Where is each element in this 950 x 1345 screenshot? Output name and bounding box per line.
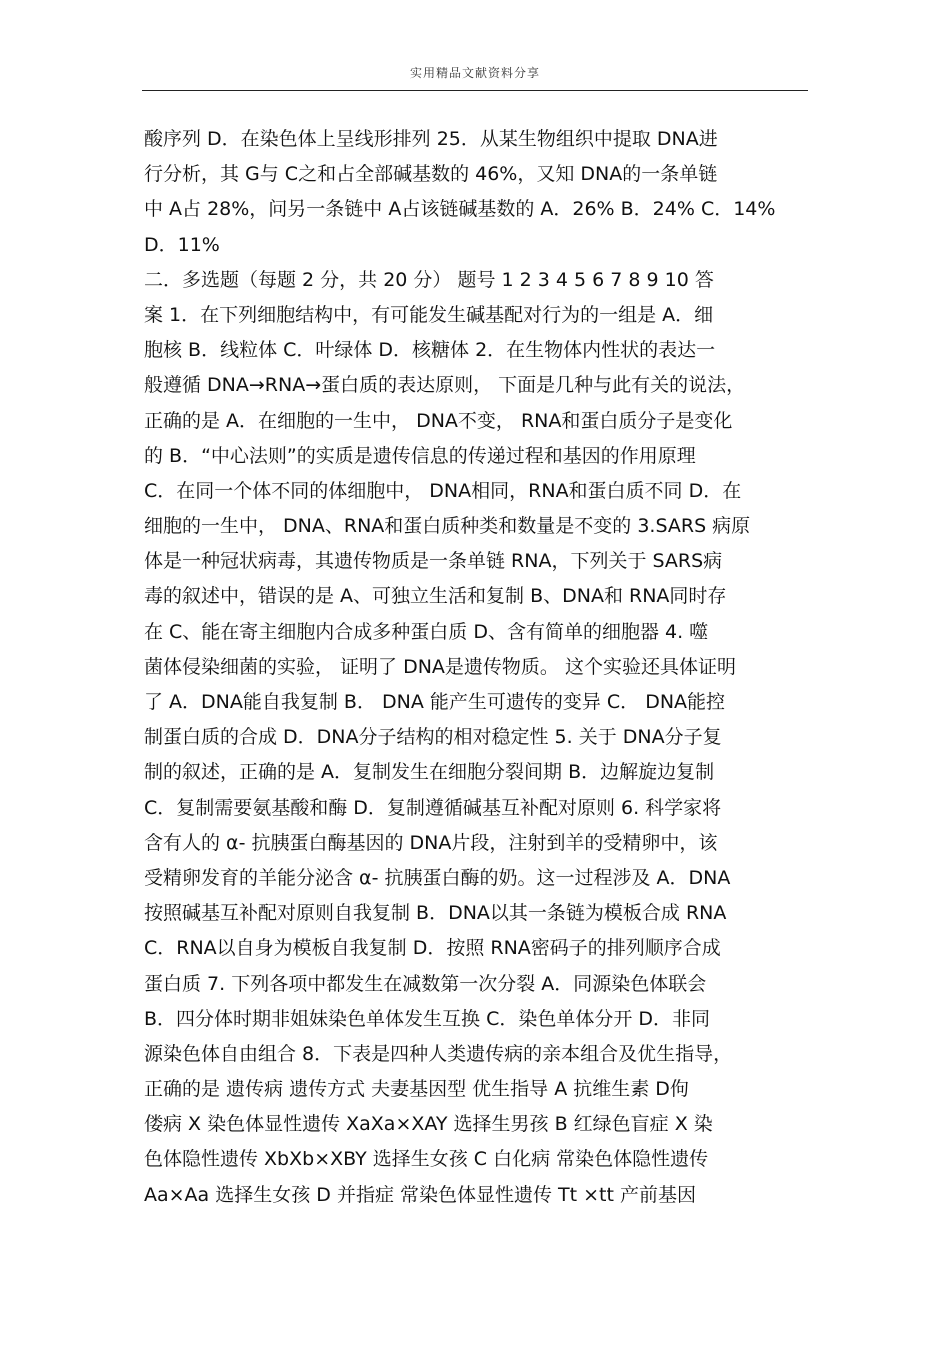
page-header: 实用精品文献资料分享	[409, 66, 540, 80]
text-line: 的 B．“中心法则”的实质是遗传信息的传递过程和基因的作用原理	[144, 444, 696, 467]
header-divider	[142, 90, 808, 91]
text-line: 按照碱基互补配对原则自我复制 B．DNA以其一条链为模板合成 RNA	[144, 902, 727, 925]
document-body	[144, 122, 814, 1213]
text-line: B．四分体时期非姐妹染色单体发生互换 C．染色单体分开 D．非同	[144, 1007, 711, 1030]
text-line: 中 A占 28%，问另一条链中 A占该链碱基数的 A．26% B．24% C．14%	[144, 198, 776, 221]
text-line: C．RNA以自身为模板自我复制 D．按照 RNA密码子的排列顺序合成	[144, 937, 721, 960]
text-line: 正确的是 A．在细胞的一生中， DNA不变， RNA和蛋白质分子是变化	[144, 409, 733, 432]
text-line: 细胞的一生中， DNA、RNA和蛋白质种类和数量是不变的 3.SARS 病原	[144, 515, 751, 538]
text-line: C．复制需要氨基酸和酶 D．复制遵循碱基互补配对原则 6. 科学家将	[144, 796, 722, 819]
text-line: 体是一种冠状病毒，其遗传物质是一条单链 RNA，下列关于 SARS病	[144, 550, 723, 573]
text-line: D．11%	[144, 233, 220, 256]
text-line: 般遵循 DNA→RNA→蛋白质的表达原则， 下面是几种与此有关的说法，	[144, 374, 746, 397]
text-line: Aa×Aa 选择生女孩 D 并指症 常染色体显性遗传 Tt ×tt 产前基因	[144, 1183, 696, 1206]
text-line: 胞核 B．线粒体 C．叶绿体 D．核糖体 2．在生物体内性状的表达一	[144, 339, 716, 362]
text-line: 制蛋白质的合成 D．DNA分子结构的相对稳定性 5. 关于 DNA分子复	[144, 726, 722, 749]
text-line: 行分析，其 G与 C之和占全部碱基数的 46%，又知 DNA的一条单链	[144, 163, 718, 186]
text-line: 正确的是 遗传病 遗传方式 夫妻基因型 优生指导 A 抗维生素 D佝	[144, 1078, 689, 1101]
text-line: 二．多选题（每题 2 分，共 20 分） 题号 1 2 3 4 5 6 7 8 9 10 答	[144, 268, 714, 291]
text-line: 菌体侵染细菌的实验， 证明了 DNA是遗传物质。 这个实验还具体证明	[144, 655, 736, 678]
text-line: 源染色体自由组合 8．下表是四种人类遗传病的亲本组合及优生指导，	[144, 1042, 733, 1065]
text-line: 色体隐性遗传 XbXb×XBY 选择生女孩 C 白化病 常染色体隐性遗传	[144, 1148, 709, 1171]
text-line: 毒的叙述中，错误的是 A、可独立生活和复制 B、DNA和 RNA同时存	[144, 585, 727, 608]
text-line: 案 1．在下列细胞结构中，有可能发生碱基配对行为的一组是 A．细	[144, 303, 714, 326]
text-line: 在 C、能在寄主细胞内合成多种蛋白质 D、含有简单的细胞器 4. 噬	[144, 620, 709, 643]
text-line: 制的叙述，正确的是 A．复制发生在细胞分裂间期 B．边解旋边复制	[144, 761, 715, 784]
text-line: 偻病 X 染色体显性遗传 XaXa×XAY 选择生男孩 B 红绿色盲症 X 染	[144, 1113, 713, 1136]
text-line: 蛋白质 7. 下列各项中都发生在减数第一次分裂 A．同源染色体联会	[144, 972, 707, 995]
text-line: 酸序列 D．在染色体上呈线形排列 25．从某生物组织中提取 DNA进	[144, 128, 718, 150]
text-line: 受精卵发育的羊能分泌含 α- 抗胰蛋白酶的奶。这一过程涉及 A．DNA	[144, 866, 731, 889]
text-line: 了 A．DNA能自我复制 B． DNA 能产生可遗传的变异 C． DNA能控	[144, 691, 726, 713]
text-line: C．在同一个体不同的体细胞中， DNA相同，RNA和蛋白质不同 D．在	[144, 479, 742, 502]
text-line: 含有人的 α- 抗胰蛋白酶基因的 DNA片段，注射到羊的受精卵中，该	[144, 831, 718, 854]
